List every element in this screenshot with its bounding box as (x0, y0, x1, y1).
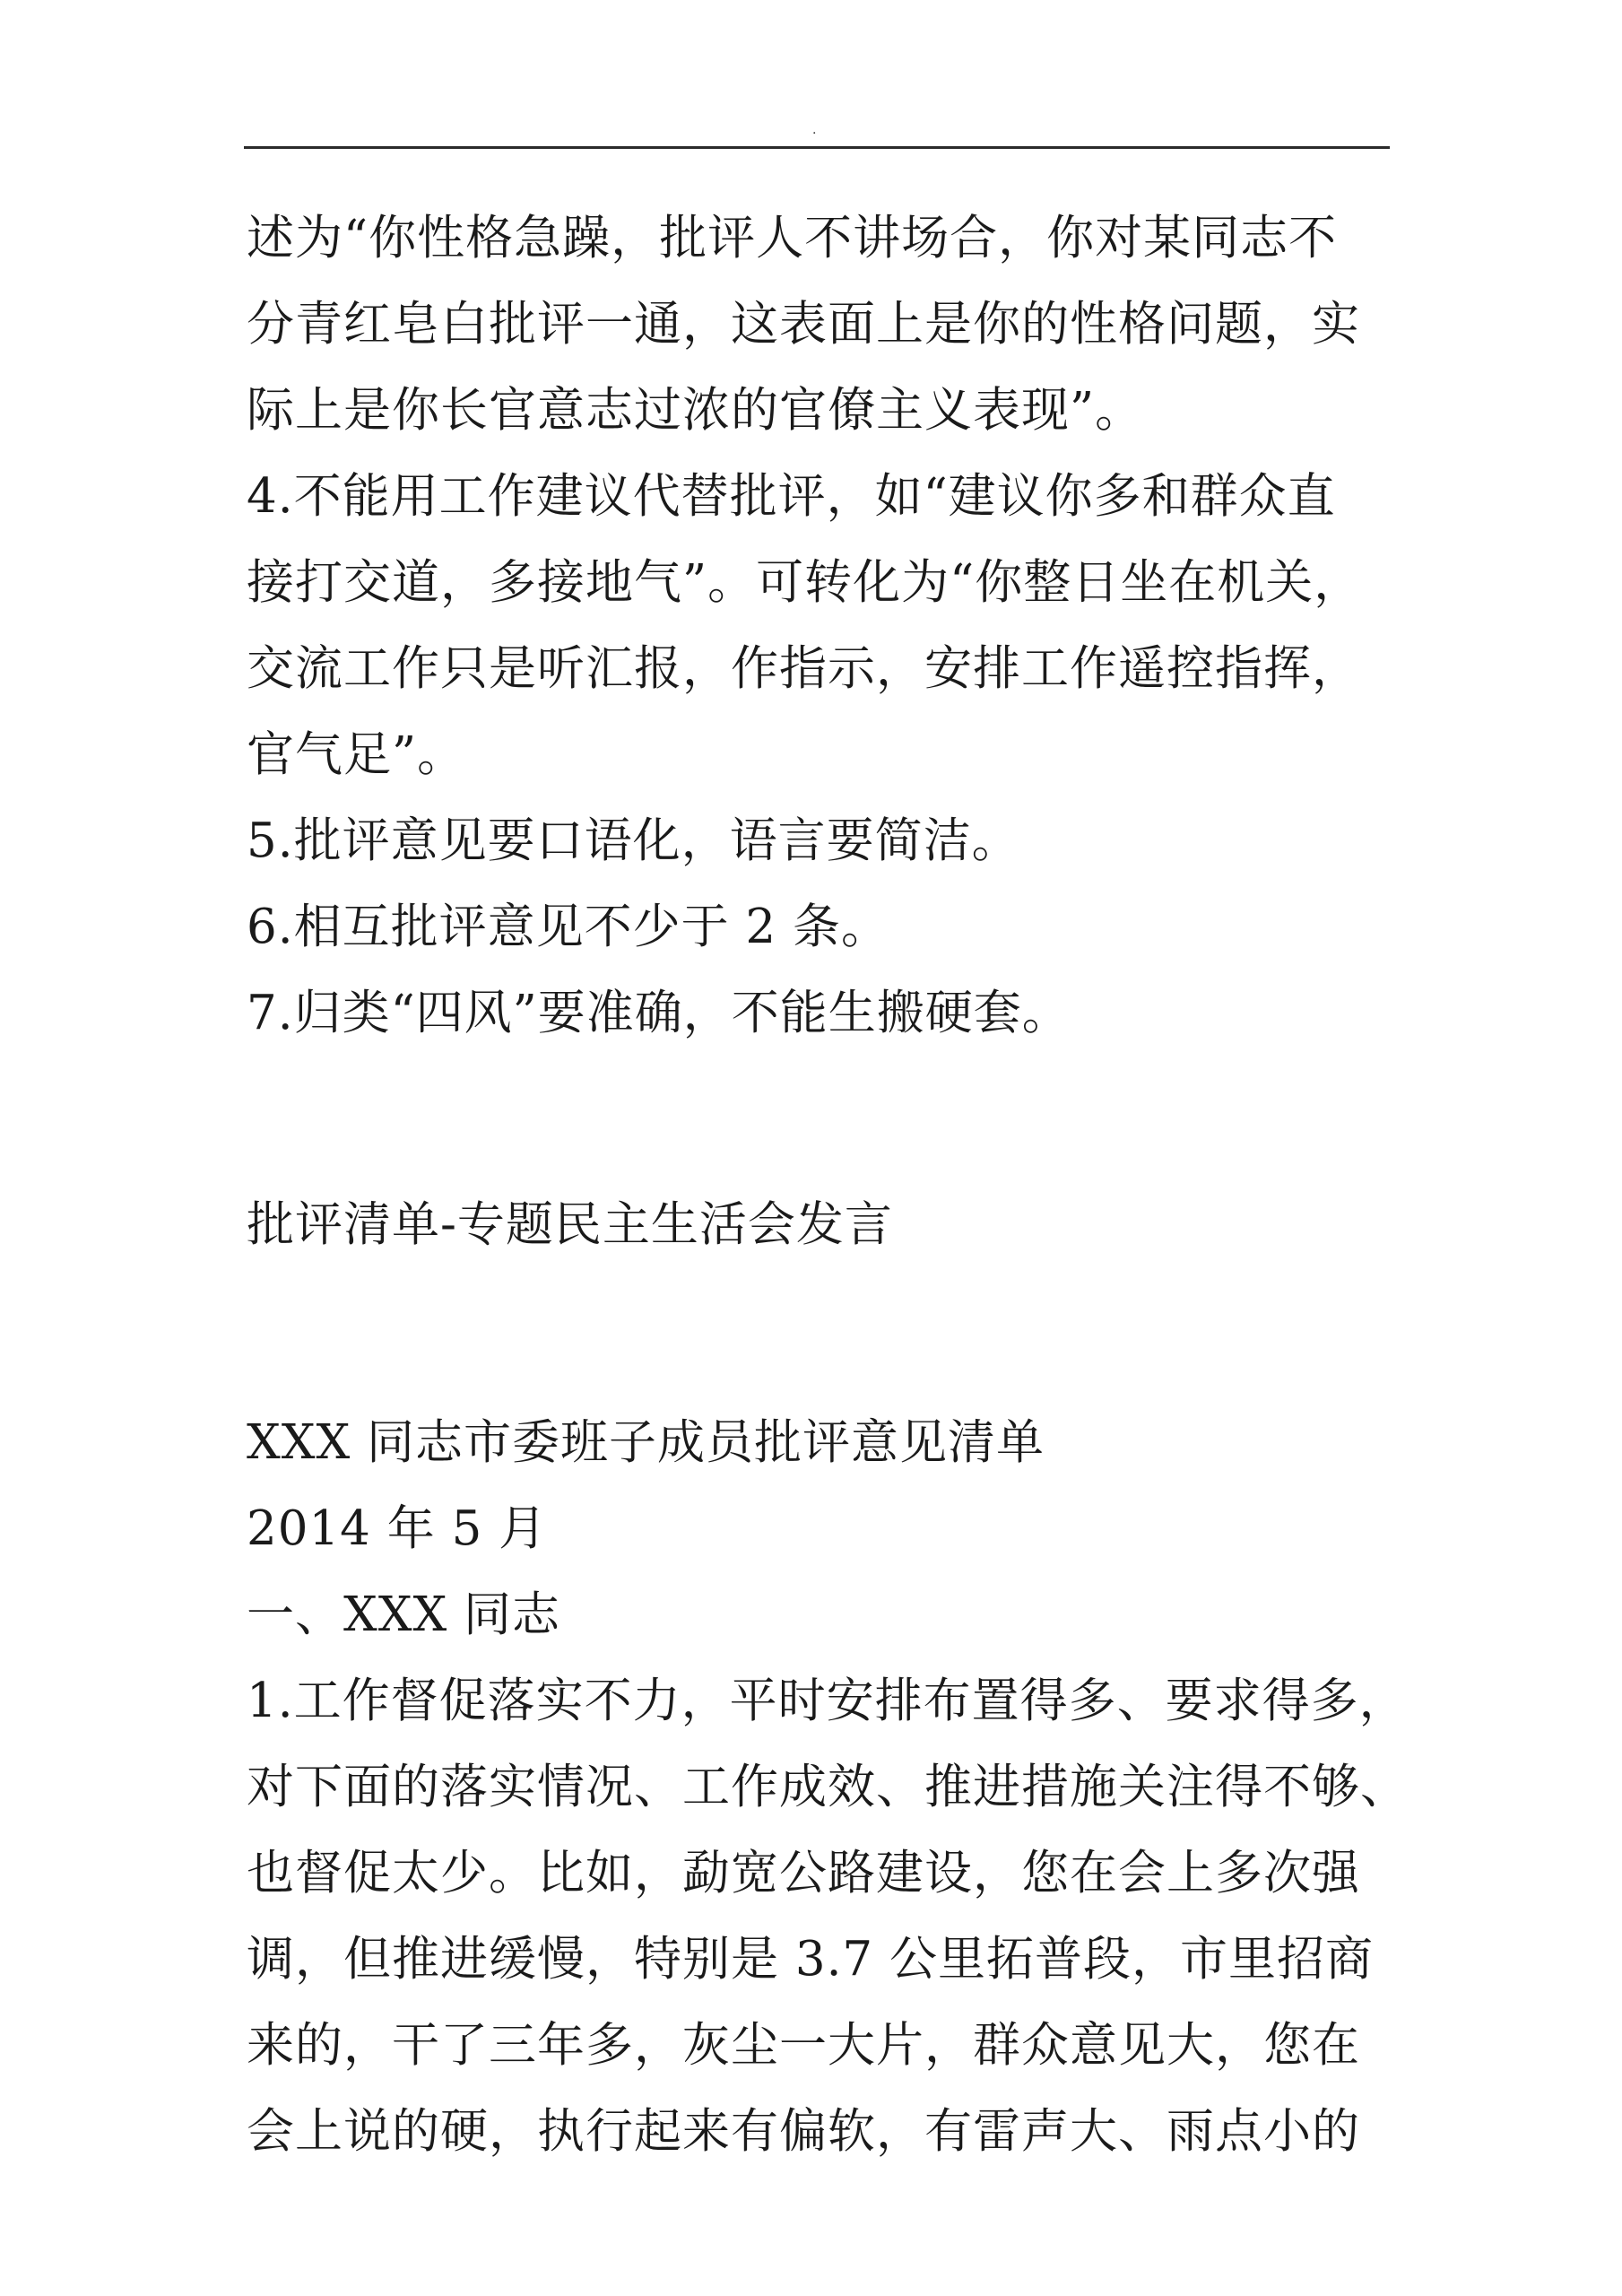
paragraph-line: 接打交道，多接地气”。可转化为“你整日坐在机关， (247, 555, 1363, 610)
list-item-5: 5.批评意见要口语化，语言要简洁。 (247, 813, 1020, 868)
spacer (247, 1268, 1392, 1400)
spacer (247, 1057, 1392, 1182)
paragraph-line: 调，但推进缓慢，特别是 3.7 公里拓普段，市里招商 (247, 1932, 1374, 1987)
list-item-6: 6.相互批评意见不少于 2 条。 (247, 900, 889, 954)
list-item-7: 7.归类“四风”要准确，不能生搬硬套。 (247, 986, 1071, 1040)
paragraph-line: 交流工作只是听汇报，作指示，安排工作遥控指挥， (247, 641, 1360, 696)
paragraph-line: 述为“你性格急躁，批评人不讲场合，你对某同志不 (247, 211, 1338, 265)
paragraph-line: 来的，干了三年多，灰尘一大片，群众意见大，您在 (247, 2018, 1360, 2073)
section-title: 批评清单-专题民主生活会发言 (247, 1197, 893, 1252)
criticism-item-1: 1.工作督促落实不力，平时安排布置得多、要求得多， (247, 1674, 1408, 1728)
header-rule (244, 146, 1390, 149)
header-mark: . (812, 123, 817, 137)
paragraph-line: 分青红皂白批评一通，这表面上是你的性格问题，实 (247, 297, 1360, 352)
list-title: XXX 同志市委班子成员批评意见清单 (247, 1415, 1045, 1470)
date-line: 2014 年 5 月 (247, 1501, 548, 1556)
document-body (247, 196, 1409, 2175)
paragraph-line: 会上说的硬，执行起来有偏软，有雷声大、雨点小的 (247, 2104, 1360, 2159)
paragraph-line: 也督促太少。比如，勐宽公路建设，您在会上多次强 (247, 1846, 1360, 1900)
list-item-4: 4.不能用工作建议代替批评，如“建议你多和群众直 (247, 469, 1336, 524)
paragraph-line: 对下面的落实情况、工作成效、推进措施关注得不够、 (247, 1760, 1409, 1814)
subheading: 一、XXX 同志 (247, 1587, 561, 1642)
paragraph-line: 际上是你长官意志过浓的官僚主义表现”。 (247, 383, 1144, 438)
paragraph-line: 官气足”。 (247, 727, 466, 782)
